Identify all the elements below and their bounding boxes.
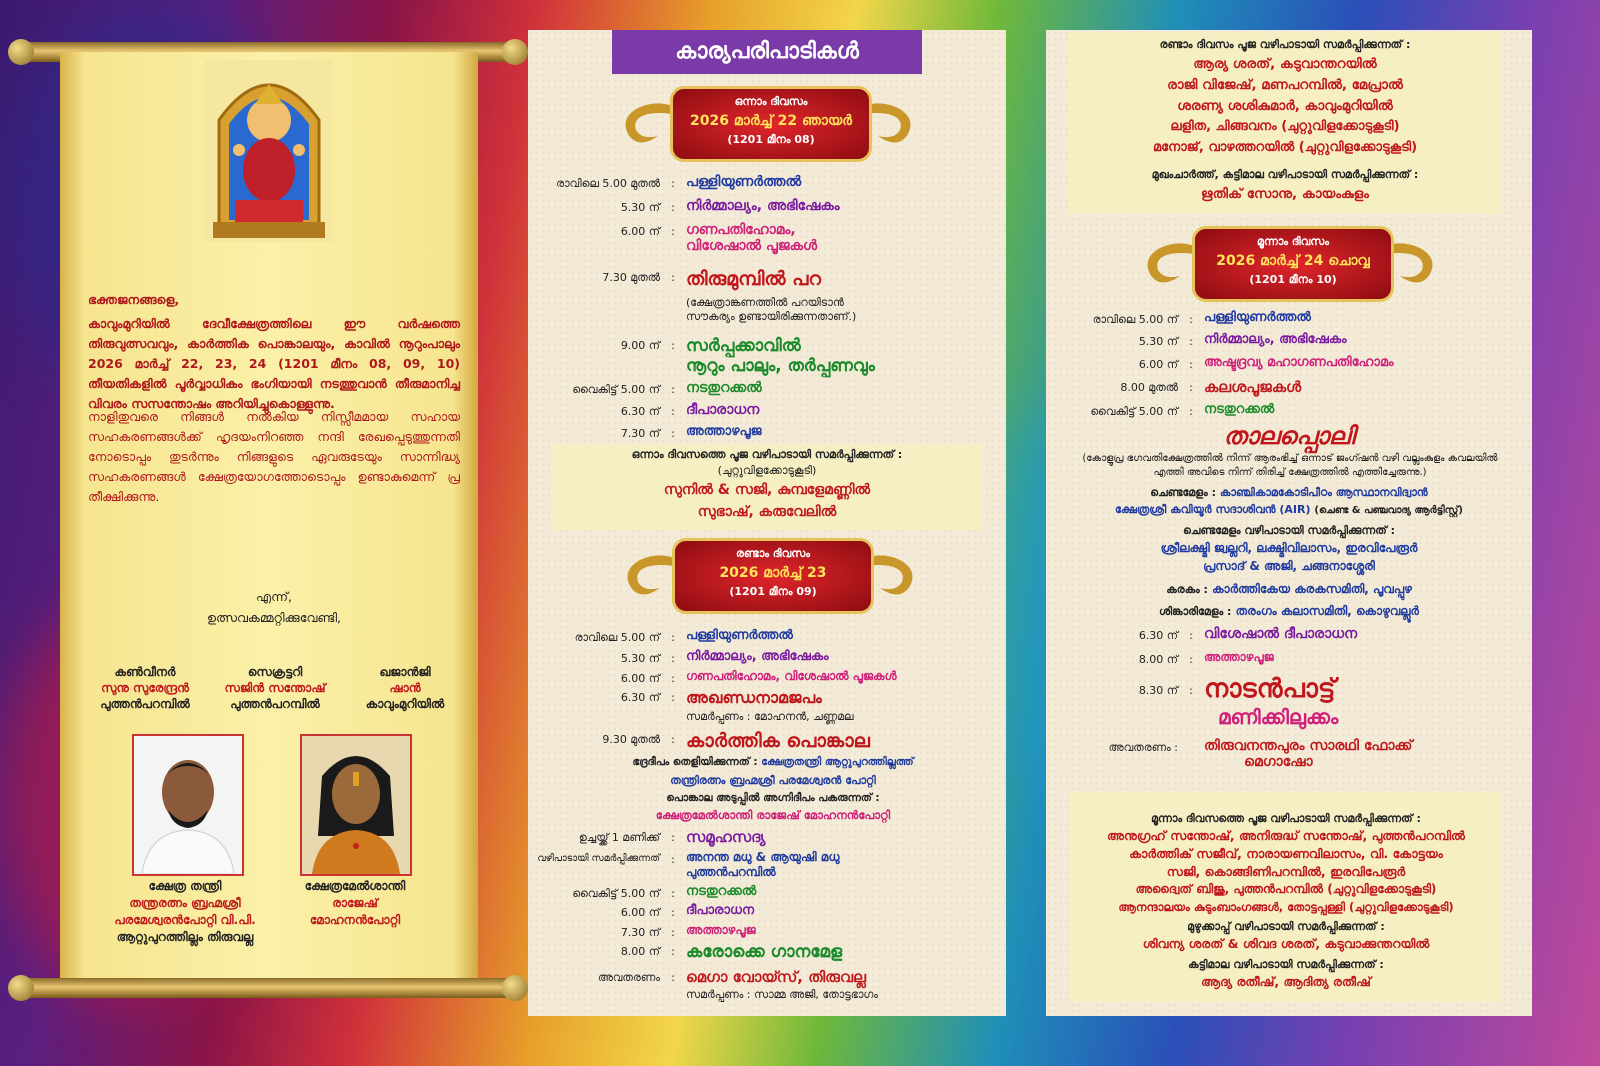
- row-time: രാവിലെ 5.00 ന്: [1092, 313, 1178, 326]
- chenda-value-2: ക്ഷേത്രശ്രീ കവിയൂർ സദാശിവൻ (AIR): [1115, 503, 1311, 516]
- row-event: പള്ളിയുണർത്തൽ: [686, 174, 802, 190]
- thalappoli-note: (കോളൂപ്ര ഭഗവതിക്ഷേത്രത്തിൽ നിന്ന് ആരംഭിച്ച് ഒന്നാട് ജംഗ്ഷൻ വഴി വല്ലംകുളം കവലയിൽ എത്തി അവിടെ നിന്ന് തിരിച്ച് ക്ഷേത്രത്തിൽ എത്തിച്ചേരുന്നു.): [1082, 453, 1498, 478]
- day2-offering-line: ലളിത, ചിങ്ങവനം (ചുറ്റുവിളക്കോടുകൂടി): [1170, 119, 1400, 134]
- row-colon: :: [1189, 313, 1193, 326]
- row-time: 6.00 ന്: [620, 225, 660, 238]
- schedule-row: [528, 649, 829, 666]
- day3-badge: [1140, 226, 1440, 298]
- tantri-place: ആറ്റുപുറത്തില്ലം തിരുവല്ല: [116, 930, 254, 944]
- official-role: ഖജാൻജി: [379, 665, 431, 679]
- day1-offering-line2: സുഭാഷ്, കരുവേലിൽ: [697, 504, 837, 520]
- program-banner: കാര്യപരിപാടികൾ: [612, 30, 922, 74]
- row-event-group: [686, 222, 817, 254]
- official-convenor: [80, 664, 210, 712]
- schedule-row: [528, 730, 870, 752]
- schedule-row: [528, 198, 840, 215]
- pongala-lamp-by-2: തന്ത്രിരത്നം ബ്രഹ്മശ്രീ പരമേശ്വരൻ പോറ്റി: [670, 774, 876, 787]
- presentation-label: അവതരണം :: [1108, 741, 1178, 754]
- day2-label: രണ്ടാം ദിവസം: [736, 547, 810, 560]
- row-time: രാവിലെ 5.00 മുതൽ: [556, 177, 660, 190]
- row-event-group: [686, 268, 856, 324]
- karakam-value: കാർത്തികേയ കരകസമിതി, പൂവപ്പുഴ: [1212, 582, 1412, 596]
- day1-box: [670, 86, 872, 162]
- day1-label: ഒന്നാം ദിവസം: [734, 95, 808, 108]
- row-note-line2: സൗകര്യം ഉണ്ടായിരിക്കുന്നതാണ്.): [686, 310, 857, 323]
- row-event-group: [686, 850, 839, 880]
- row-time: 6.30 ന്: [620, 691, 660, 704]
- day2-badge: [620, 538, 920, 610]
- schedule-row: [528, 380, 762, 397]
- row-colon: :: [671, 201, 675, 214]
- greeting: ഭക്തജനങ്ങളെ,: [88, 292, 180, 307]
- schedule-row: [1046, 674, 1338, 729]
- tantri-name-1: തന്ത്രരത്നം ബ്രഹ്മശ്രീ: [129, 896, 241, 910]
- row-colon: :: [671, 831, 675, 844]
- row-colon: :: [671, 631, 675, 644]
- row-colon: :: [671, 906, 675, 919]
- schedule-row: [1046, 310, 1311, 327]
- schedule-row: [1046, 402, 1274, 419]
- row-event-line2: നൂറും പാലും, തർപ്പണവും: [686, 356, 875, 376]
- tantri-name-2: പരമേശ്വരൻപോറ്റി വി.പി.: [114, 913, 256, 927]
- day2-date: 2026 മാർച്ച് 23: [719, 565, 827, 581]
- row-time: 8.00 മുതൽ: [1120, 381, 1178, 394]
- row-time: 5.30 ന്: [620, 201, 660, 214]
- official-role: സെക്രട്ടറി: [247, 665, 303, 679]
- thalappoli-title: താലപ്പൊലി: [1223, 422, 1355, 450]
- row-time: 8.30 ന്: [1138, 684, 1178, 697]
- committee-officials: [80, 664, 470, 712]
- schedule-row: [528, 268, 856, 324]
- day1-date: 2026 മാർച്ച് 22 ഞായർ: [690, 113, 852, 129]
- official-secretary: [210, 664, 340, 712]
- shinkari-line: [1056, 604, 1522, 619]
- tantri-caption: [90, 878, 280, 946]
- row-colon: :: [671, 339, 675, 352]
- program-panel-right: [1046, 30, 1532, 1016]
- row-time: 9.30 മുതൽ: [602, 733, 660, 746]
- day3-offering-line: അദ്വൈത് ബിജു, പുത്തൻപറമ്പിൽ (ചുറ്റുവിളക്കോടുകൂടി): [1135, 882, 1437, 896]
- day3-offering-line: അനുഗ്രഹ് സന്തോഷ്, അനിരുദ്ധ് സന്തോഷ്, പുത്തൻപറമ്പിൽ: [1107, 828, 1465, 843]
- shinkari-value: തരംഗം കലാസമിതി, കൊഴുവല്ലൂർ: [1235, 604, 1419, 618]
- official-name: ഷാൻ: [389, 681, 421, 695]
- row-time: അവതരണം: [597, 971, 660, 984]
- official-name: സുനു സുരേന്ദ്രൻ: [101, 681, 189, 695]
- row-event-group: [686, 336, 875, 376]
- row-event: അത്താഴപൂജ: [686, 923, 756, 937]
- day2-offering-line: മനോജ്, വാഴത്തറയിൽ (ചുറ്റുവിളക്കോടുകൂടി): [1152, 140, 1418, 155]
- row-event: നടതുറക്കൽ: [686, 380, 762, 396]
- invitation-paragraph-1: കാവുംമുറിയിൽ ദേവീക്ഷേത്രത്തിലെ ഈ വർഷത്തെ തിരുവുത്സവവും, കാർത്തിക പൊങ്കാലയും, കാവിൽ നൂറുംപാലും 2026 മാർച്ച് 22, 23, 24 (1201 മീനം 08, 09, 10) തീയതികളിൽ പൂർവ്വാധികം ഭംഗിയായി നടത്തുവാൻ തീരുമാനിച്ച വിവരം സസന്തോഷം അറിയിച്ചുകൊള്ളുന്നു.: [88, 316, 460, 411]
- row-colon: :: [1189, 335, 1193, 348]
- row-event: അത്താഴപൂജ: [1204, 650, 1274, 664]
- row-event: കരോക്കെ ഗാനമേള: [686, 942, 843, 962]
- schedule-row: [528, 828, 765, 846]
- schedule-row: [528, 336, 875, 376]
- row-event: നിർമ്മാല്യം, അഭിഷേകം: [1204, 332, 1347, 347]
- schedule-row: [528, 968, 878, 1002]
- chenda-line: [1056, 486, 1522, 500]
- row-colon: :: [1189, 405, 1193, 418]
- pongala-lamp-label: ഭദ്രദീപം തെളിയിക്കുന്നത് :: [632, 756, 758, 768]
- row-colon: :: [671, 733, 675, 746]
- row-event-group: [1204, 674, 1338, 729]
- row-colon: :: [671, 926, 675, 939]
- row-colon: :: [671, 853, 675, 866]
- row-event: അത്താഴപൂജ: [686, 424, 762, 439]
- scroll-bottom-rod: [18, 978, 518, 998]
- row-time: 9.00 ന്: [620, 339, 660, 352]
- goddess-image: [205, 60, 333, 242]
- row-time: 8.00 ന്: [1138, 653, 1178, 666]
- rod-knob: [8, 975, 34, 1001]
- muzhukkappu-offering-heading: മുഴുക്കാപ്പ് വഴിപാടായി സമർപ്പിക്കുന്നത് :: [1187, 920, 1385, 933]
- official-role: കൺവീനർ: [114, 665, 176, 679]
- schedule-row: [1046, 378, 1301, 396]
- row-time: 8.00 ന്: [620, 945, 660, 958]
- day3-box: [1192, 226, 1394, 302]
- chenda-line-2: [1056, 503, 1522, 517]
- day1-offering-box: [552, 444, 982, 530]
- pongala-lamp-by: ക്ഷേത്രതന്ത്രി ആറ്റുപുറത്തില്ലത്ത്: [761, 756, 914, 768]
- row-time: വഴിപാടായി സമർപ്പിക്കുന്നത്: [537, 853, 660, 864]
- row-colon: :: [1189, 684, 1193, 697]
- row-event: നാടൻപാട്ട്: [1204, 674, 1336, 704]
- day1-offering-heading: ഒന്നാം ദിവസത്തെ പൂജ വഴിപാടായി സമർപ്പിക്കുന്നത് :: [631, 448, 903, 461]
- pongala-fire-label: പൊങ്കാല അടുപ്പിൽ അഗ്നിദീപം പകരുന്നത് :: [666, 792, 880, 804]
- presentation-value: തിരുവനന്തപുരം സാരഥി ഫോക്ക്: [1204, 738, 1413, 754]
- invitation-paragraph-2: നാളിതുവരെ നിങ്ങൾ നൽകിയ നിസ്സീമമായ സഹായ സഹകരണങ്ങൾക്ക് ഹൃദയംനിറഞ്ഞ നന്ദി രേഖപ്പെടുത്തുന്നതി നോടൊപ്പം തുടർന്നും നിങ്ങളുടെ ഏവരുടേയും സാന്നിദ്ധ്യ സഹകരണങ്ങൾ ക്ഷേത്രയോഗത്തോടൊപ്പം ഉണ്ടാകുമെന്ന് പ്ര തീക്ഷിക്കുന്നു.: [88, 409, 460, 504]
- signature-line-2: ഉത്സവകമ്മറ്റിക്കുവേണ്ടി,: [206, 610, 342, 625]
- row-note: സമർപ്പണം : സാമ്മ അജി, തോട്ടഭാഗം: [686, 988, 879, 1001]
- kattimala-offering-heading: കട്ടിമാല വഴിപാടായി സമർപ്പിക്കുന്നത് :: [1188, 958, 1384, 971]
- row-colon: :: [671, 971, 675, 984]
- schedule-row: [528, 688, 854, 724]
- row-event: അഷ്ടദ്രവ്യ മഹാഗണപതിഹോമം: [1204, 355, 1394, 370]
- schedule-row: [528, 628, 793, 645]
- day2-offering-line: ശരണ്യ ശശികുമാർ, കാവുംമുറിയിൽ: [1177, 98, 1393, 114]
- schedule-row: [528, 424, 762, 441]
- schedule-row: [1046, 626, 1357, 643]
- day3-offering-line: സജി, കൊങ്ങിണിപറമ്പിൽ, ഇരവിപേരൂർ: [1166, 864, 1406, 879]
- row-event: തിരുമുമ്പിൽ പറ: [686, 268, 821, 290]
- chenda-label: ചെണ്ടമേളം :: [1150, 486, 1216, 499]
- row-event: അനന്ത മധു & ആയുഷി മധു: [686, 850, 840, 864]
- day2-offering-line: ആര്യ ശരത്, കടുവാന്തറയിൽ: [1193, 56, 1377, 72]
- row-time: വൈകിട്ട് 5.00 ന്: [572, 383, 660, 396]
- row-event: സമൂഹസദ്യ: [686, 828, 766, 846]
- schedule-row: [528, 174, 801, 191]
- row-event-line2: മണിക്കിലുക്കം: [1218, 705, 1339, 729]
- day2-malayalam-date: (1201 മീനം 09): [729, 585, 817, 598]
- row-event: പള്ളിയുണർത്തൽ: [1204, 310, 1311, 325]
- day1-offering-line1: സുനിൽ & സജി, കുമ്പളേമണ്ണിൽ: [663, 482, 871, 498]
- day3-label: മൂന്നാം ദിവസം: [1257, 235, 1329, 248]
- row-event-line2: പുത്തൻപറമ്പിൽ: [686, 865, 776, 879]
- row-colon: :: [671, 691, 675, 704]
- day2-offering-line: രാജി വിജേഷ്, മണപറമ്പിൽ, മേപ്രാൽ: [1167, 77, 1403, 93]
- row-event: നടതുറക്കൽ: [686, 884, 757, 899]
- day3-date: 2026 മാർച്ച് 24 ചൊവ്വ: [1216, 253, 1370, 269]
- presentation-row: [1046, 738, 1412, 770]
- row-colon: :: [671, 652, 675, 665]
- garland-offering-line: ഋതിക് സോനു, കായംകുളം: [1201, 186, 1369, 202]
- row-time: 5.30 ന്: [620, 652, 660, 665]
- row-event: പള്ളിയുണർത്തൽ: [686, 628, 793, 643]
- presentation-value-2: മെഗാഷോ: [1244, 754, 1313, 770]
- melshanti-caption: [280, 878, 430, 929]
- rod-knob: [502, 39, 528, 65]
- day2-offering-heading: രണ്ടാം ദിവസം പൂജ വഴിപാടായി സമർപ്പിക്കുന്നത് :: [1159, 38, 1411, 51]
- row-time: 5.30 ന്: [1138, 335, 1178, 348]
- row-colon: :: [1189, 629, 1193, 642]
- row-colon: :: [671, 225, 675, 238]
- schedule-row: [528, 942, 842, 962]
- schedule-row: [528, 222, 817, 254]
- row-event: ദീപാരാധന: [686, 402, 760, 418]
- day2-box: [672, 538, 874, 614]
- official-treasurer: [340, 664, 470, 712]
- melshanti-title: ക്ഷേത്രമേൽശാന്തി: [304, 879, 406, 893]
- melshanti-name-1: രാജേഷ്: [332, 896, 378, 910]
- day3-offering-line: ആനന്ദാലയം കുടുംബാംഗങ്ങൾ, തോട്ടപ്പള്ളി (ചുറ്റുവിളക്കോടുകൂടി): [1118, 900, 1454, 914]
- row-event: ദീപാരാധന: [686, 903, 755, 918]
- row-time: ഉച്ചയ്ക്ക് 1 മണിക്ക്: [578, 831, 660, 844]
- row-colon: :: [671, 672, 675, 685]
- schedule-row: [1046, 355, 1394, 372]
- muzhukkappu-offering-line: ശിവന്യ ശരത് & ശിവദ ശരത്, കടുവാക്കുന്തറയിൽ: [1142, 936, 1430, 951]
- row-colon: :: [671, 177, 675, 190]
- schedule-row: [528, 669, 897, 686]
- row-event: കാർത്തിക പൊങ്കാല: [686, 730, 870, 752]
- kattimala-offering-line: ആദ്യ രതീഷ്, ആദിത്യ രതീഷ്: [1201, 974, 1371, 989]
- schedule-row: [528, 903, 754, 920]
- row-colon: :: [671, 945, 675, 958]
- row-event: ഗണപതിഹോമം, വിശേഷാൽ പൂജകൾ: [686, 669, 897, 683]
- program-panel-middle: [528, 30, 1006, 1016]
- schedule-row: [528, 923, 756, 940]
- row-time: 6.00 ന്: [620, 906, 660, 919]
- schedule-row: [528, 884, 756, 901]
- chenda-offering-line1: ശ്രീലക്ഷ്മി ജ്വല്ലറി, ലക്ഷ്മിവിലാസം, ഇരവിപേരൂർ: [1160, 541, 1418, 555]
- official-name: സജിൻ സന്തോഷ്: [224, 681, 326, 695]
- row-time: വൈകിട്ട് 5.00 ന്: [1090, 405, 1178, 418]
- row-event: വിശേഷാൽ ദീപാരാധന: [1204, 626, 1358, 642]
- row-colon: :: [671, 427, 675, 440]
- melshanti-photo: [300, 734, 412, 876]
- day2-offering-box: [1068, 32, 1502, 214]
- row-colon: :: [1189, 381, 1193, 394]
- day3-malayalam-date: (1201 മീനം 10): [1249, 273, 1337, 286]
- row-colon: :: [671, 271, 675, 284]
- day3-offering-heading: മൂന്നാം ദിവസത്തെ പൂജ വഴിപാടായി സമർപ്പിക്കുന്നത് :: [1151, 812, 1421, 825]
- schedule-row: [528, 850, 839, 880]
- row-time: 7.30 മുതൽ: [602, 271, 660, 284]
- row-time: 6.00 ന്: [1138, 358, 1178, 371]
- row-event-group: [686, 968, 878, 1002]
- row-event: കലശപൂജകൾ: [1204, 378, 1302, 396]
- row-event-group: [1204, 738, 1412, 770]
- melshanti-name-2: മോഹനൻപോറ്റി: [309, 913, 401, 927]
- chenda-value: കാഞ്ചികാമകോടിപീഠം ആസ്ഥാനവിദ്വാൻ: [1219, 486, 1428, 499]
- row-colon: :: [671, 383, 675, 396]
- row-time: രാവിലെ 5.00 ന്: [574, 631, 660, 644]
- official-house: കാവുംമുറിയിൽ: [365, 697, 445, 711]
- day1-badge: [618, 86, 918, 158]
- day1-offering-sub: (ചുറ്റുവിളക്കോടുകൂടി): [717, 464, 817, 477]
- rod-knob: [8, 39, 34, 65]
- pongala-lamp: [558, 756, 988, 769]
- row-note: സമർപ്പണം : മോഹനൻ, ചണ്ണമല: [686, 710, 854, 723]
- row-event: നിർമ്മാല്യം, അഭിഷേകം: [686, 198, 840, 214]
- rod-knob: [502, 975, 528, 1001]
- row-note: (ക്ഷേത്രാങ്കണത്തിൽ പറയിടാൻ: [686, 296, 844, 309]
- tantri-photo: [132, 734, 244, 876]
- official-house: പുത്തൻപറമ്പിൽ: [230, 697, 320, 711]
- row-time: 7.30 ന്: [620, 926, 660, 939]
- row-time: 7.30 ന്: [620, 427, 660, 440]
- official-house: പുത്തൻപറമ്പിൽ: [100, 697, 190, 711]
- row-colon: [1178, 738, 1204, 741]
- row-colon: :: [1189, 358, 1193, 371]
- signature-line-1: എന്ന്,: [256, 589, 292, 604]
- day3-offering-box: [1070, 792, 1502, 1002]
- shinkari-label: ശിങ്കാരിമേളം :: [1159, 605, 1232, 618]
- row-event: മെഗാ വോയ്സ്, തിരുവല്ല: [686, 968, 866, 986]
- schedule-row: [528, 402, 759, 419]
- row-event: അഖണ്ഡനാമജപം: [686, 688, 822, 707]
- row-event-line2: വിശേഷാൽ പൂജകൾ: [686, 238, 818, 254]
- schedule-row: [1046, 650, 1274, 667]
- row-event-group: [686, 688, 854, 724]
- row-time: 6.00 ന്: [620, 672, 660, 685]
- day3-offering-line: കാർത്തിക് സജീവ്, നാരായണവിലാസം, വി. കോട്ടയം: [1129, 846, 1443, 861]
- pongala-fire-by: ക്ഷേത്രമേൽശാന്തി രാജേഷ് മോഹനൻപോറ്റി: [655, 808, 891, 822]
- row-event: ഗണപതിഹോമം,: [686, 222, 796, 238]
- garland-offering-heading: മുഖംചാർത്ത്, കട്ടിമാല വഴിപാടായി സമർപ്പിക്കുന്നത് :: [1151, 168, 1419, 181]
- row-time: 6.30 ന്: [620, 405, 660, 418]
- schedule-row: [1046, 332, 1347, 349]
- karakam-label: കരകം :: [1166, 583, 1208, 596]
- karakam-line: [1056, 582, 1522, 597]
- row-event: സർപ്പക്കാവിൽ: [686, 336, 801, 356]
- row-time: വൈകിട്ട് 5.00 ന്: [572, 887, 660, 900]
- day1-malayalam-date: (1201 മീനം 08): [727, 133, 815, 146]
- tantri-title: ക്ഷേത്ര തന്ത്രി: [148, 879, 222, 893]
- row-colon: :: [671, 405, 675, 418]
- row-colon: :: [671, 887, 675, 900]
- row-event: നടതുറക്കൽ: [1204, 402, 1275, 417]
- row-colon: :: [1189, 653, 1193, 666]
- row-time: 6.30 ന്: [1138, 629, 1178, 642]
- chenda-offering-line2: പ്രസാദ് & അജി, ചങ്ങനാശ്ശേരി: [1203, 559, 1375, 573]
- chenda-offering-heading: ചെണ്ടമേളം വഴിപാടായി സമർപ്പിക്കുന്നത് :: [1183, 524, 1395, 537]
- row-event: നിർമ്മാല്യം, അഭിഷേകം: [686, 649, 829, 664]
- chenda-value-2b: (ചെണ്ട & പഞ്ചവാദ്യ ആർട്ടിസ്റ്റ്): [1314, 505, 1463, 516]
- invitation-scroll: [60, 52, 478, 987]
